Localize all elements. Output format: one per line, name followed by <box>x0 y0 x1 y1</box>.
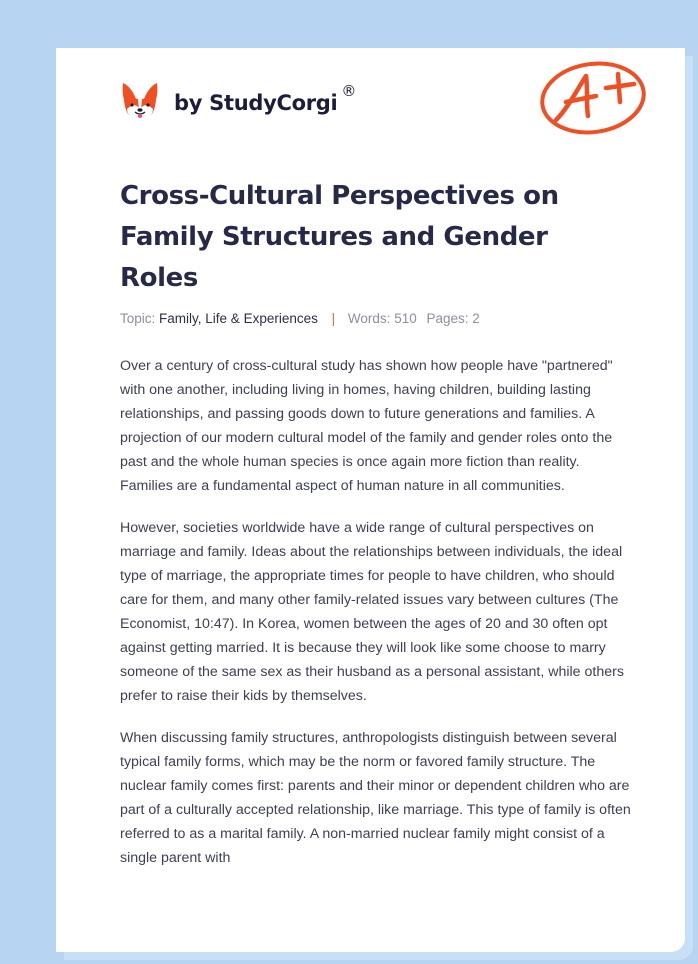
topic-label: Topic: <box>120 311 156 326</box>
paragraph: Over a century of cross-cultural study has shown how people have "partnered" with one another, including living in homes, having children, building lasting relationships, and passing goods down to future generations and families. A projection of our modern cultural model of the family and gender roles onto the past and the whole human species is once again more fiction than reality. Families are a fundamental aspect of human nature in all communities. <box>120 358 613 494</box>
essay-meta <box>120 311 480 326</box>
topic-link[interactable]: Family, Life & Experiences <box>159 311 318 326</box>
paragraph: When discussing family structures, anthropologists distinguish between several typical family forms, which may be the norm or favored family structure. The nuclear family comes first: parents and their minor or dependent children who are part of a culturally accepted relationship, like marriage. This type of family is often referred to as a marital family. A non-married nuclear family might consist of a single parent with <box>120 730 631 866</box>
paragraph: However, societies worldwide have a wide range of cultural perspectives on marriage and family. Ideas about the relationships between individuals, the ideal type of marriage, the appropriate times for people to have children, who should care for them, and many other family-related issues vary between cultures (The Economist, 10:47). In Korea, women between the ages of 20 and 30 often opt against getting married. It is because they will look like some choose to marry someone of the same sex as their husband as a personal assistant, while others prefer to raise their kids by themselves. <box>120 520 624 704</box>
brand-name: by StudyCorgi <box>174 91 338 115</box>
pages-label: Pages: <box>426 311 469 326</box>
corgi-icon <box>120 79 160 123</box>
words-label: Words: <box>347 311 391 326</box>
words-count: 510 <box>394 311 417 326</box>
essay-title: Cross-Cultural Perspectives on Family Structures and Gender Roles <box>120 181 559 293</box>
brand-header[interactable] <box>120 76 356 126</box>
meta-separator: | <box>331 311 336 326</box>
essay-body <box>120 354 634 888</box>
pages-count: 2 <box>472 311 480 326</box>
essay-card <box>56 48 685 952</box>
registered-mark: ® <box>341 82 357 100</box>
a-plus-grade-icon <box>538 58 650 138</box>
